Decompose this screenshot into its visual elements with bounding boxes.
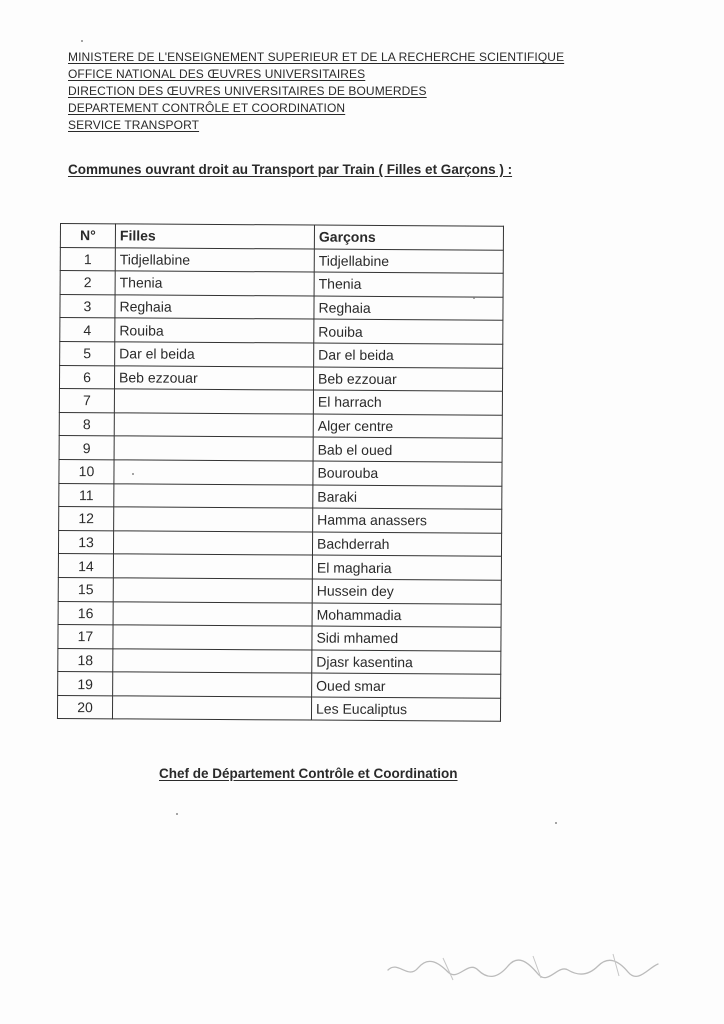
table-row bbox=[58, 577, 501, 603]
garcons-commune: Bachderrah bbox=[312, 532, 501, 557]
header-num: N° bbox=[60, 224, 115, 248]
row-number: 9 bbox=[59, 436, 114, 460]
garcons-commune: Baraki bbox=[313, 485, 502, 510]
filles-commune bbox=[113, 649, 312, 674]
table-row bbox=[58, 601, 501, 627]
filles-commune: Reghaia bbox=[115, 295, 314, 320]
filles-commune: Beb ezzouar bbox=[114, 365, 313, 390]
table-row bbox=[59, 507, 502, 533]
header-direction: DIRECTION DES ŒUVRES UNIVERSITAIRES DE BOUMERDES bbox=[68, 84, 427, 98]
row-number: 11 bbox=[59, 483, 114, 507]
table-row bbox=[59, 389, 502, 415]
letterhead bbox=[68, 49, 588, 134]
garcons-commune: Hussein dey bbox=[312, 579, 501, 604]
table-row bbox=[58, 672, 501, 698]
header-department: DEPARTEMENT CONTRÔLE ET COORDINATION bbox=[68, 101, 346, 115]
row-number: 17 bbox=[58, 625, 113, 649]
filles-commune bbox=[114, 460, 313, 485]
garcons-commune: Bab el oued bbox=[313, 437, 502, 462]
table-row bbox=[58, 648, 501, 674]
table-row bbox=[59, 365, 502, 391]
paper-speck bbox=[132, 473, 134, 475]
row-number: 5 bbox=[60, 341, 115, 365]
row-number: 2 bbox=[60, 271, 115, 295]
table-row bbox=[58, 625, 501, 651]
filles-commune bbox=[113, 531, 312, 556]
garcons-commune: Thenia bbox=[314, 272, 503, 297]
row-number: 13 bbox=[58, 530, 113, 554]
table-row bbox=[59, 412, 502, 438]
table-row bbox=[59, 483, 502, 509]
header-filles: Filles bbox=[115, 224, 314, 249]
row-number: 1 bbox=[60, 247, 115, 271]
row-number: 15 bbox=[58, 577, 113, 601]
table-header-row bbox=[60, 224, 503, 250]
garcons-commune: Oued smar bbox=[312, 673, 501, 698]
filles-commune: Thenia bbox=[115, 271, 314, 296]
filles-commune bbox=[112, 696, 311, 721]
signature-title: Chef de Département Contrôle et Coordination bbox=[159, 766, 458, 781]
paper-speck bbox=[176, 813, 178, 815]
garcons-commune: Beb ezzouar bbox=[313, 367, 502, 392]
header-service: SERVICE TRANSPORT bbox=[68, 118, 200, 132]
garcons-commune: Hamma anassers bbox=[313, 508, 502, 533]
row-number: 12 bbox=[59, 507, 114, 531]
row-number: 19 bbox=[58, 672, 113, 696]
row-number: 6 bbox=[59, 365, 114, 389]
filles-commune: Dar el beida bbox=[115, 342, 314, 367]
filles-commune bbox=[113, 625, 312, 650]
filles-commune: Rouiba bbox=[115, 318, 314, 343]
row-number: 18 bbox=[58, 648, 113, 672]
garcons-commune: Bourouba bbox=[313, 461, 502, 486]
filles-commune bbox=[114, 389, 313, 414]
garcons-commune: Les Eucaliptus bbox=[311, 697, 500, 722]
row-number: 7 bbox=[59, 389, 114, 413]
garcons-commune: El magharia bbox=[312, 555, 501, 580]
filles-commune bbox=[113, 672, 312, 697]
row-number: 8 bbox=[59, 412, 114, 436]
filles-commune bbox=[113, 578, 312, 603]
document-subtitle: Communes ouvrant droit au Transport par Train ( Filles et Garçons ) : bbox=[68, 162, 513, 177]
header-office: OFFICE NATIONAL DES ŒUVRES UNIVERSITAIRES bbox=[68, 67, 366, 81]
paper-speck bbox=[473, 297, 475, 299]
paper-speck bbox=[555, 822, 557, 824]
filles-commune bbox=[114, 413, 313, 438]
paper-speck bbox=[81, 40, 83, 42]
garcons-commune: El harrach bbox=[313, 390, 502, 415]
row-number: 14 bbox=[58, 554, 113, 578]
table-row bbox=[59, 436, 502, 462]
header-ministry: MINISTERE DE L'ENSEIGNEMENT SUPERIEUR ET DE LA RECHERCHE SCIENTIFIQUE bbox=[68, 50, 565, 64]
garcons-commune: Djasr kasentina bbox=[312, 650, 501, 675]
table-row bbox=[58, 530, 501, 556]
garcons-commune: Alger centre bbox=[313, 414, 502, 439]
table-row bbox=[59, 459, 502, 485]
garcons-commune: Rouiba bbox=[314, 319, 503, 344]
filles-commune bbox=[114, 507, 313, 532]
row-number: 10 bbox=[59, 459, 114, 483]
filles-commune bbox=[114, 436, 313, 461]
garcons-commune: Sidi mhamed bbox=[312, 626, 501, 651]
table-row bbox=[60, 271, 503, 297]
table-row bbox=[60, 341, 503, 367]
garcons-commune: Mohammadia bbox=[312, 603, 501, 628]
garcons-commune: Reghaia bbox=[314, 296, 503, 321]
filles-commune bbox=[113, 601, 312, 626]
garcons-commune: Dar el beida bbox=[314, 343, 503, 368]
garcons-commune: Tidjellabine bbox=[314, 249, 503, 274]
row-number: 4 bbox=[60, 318, 115, 342]
row-number: 20 bbox=[57, 695, 112, 719]
table-row bbox=[57, 695, 500, 721]
table-body bbox=[57, 247, 503, 722]
table-row bbox=[60, 318, 503, 344]
table-row bbox=[60, 247, 503, 273]
table-row bbox=[60, 294, 503, 320]
filles-commune bbox=[113, 554, 312, 579]
header-garcons: Garçons bbox=[314, 225, 503, 250]
filles-commune bbox=[114, 483, 313, 508]
filles-commune: Tidjellabine bbox=[115, 247, 314, 272]
row-number: 3 bbox=[60, 294, 115, 318]
row-number: 16 bbox=[58, 601, 113, 625]
table-row bbox=[58, 554, 501, 580]
communes-table bbox=[57, 223, 504, 722]
handwritten-scribble bbox=[383, 940, 683, 990]
